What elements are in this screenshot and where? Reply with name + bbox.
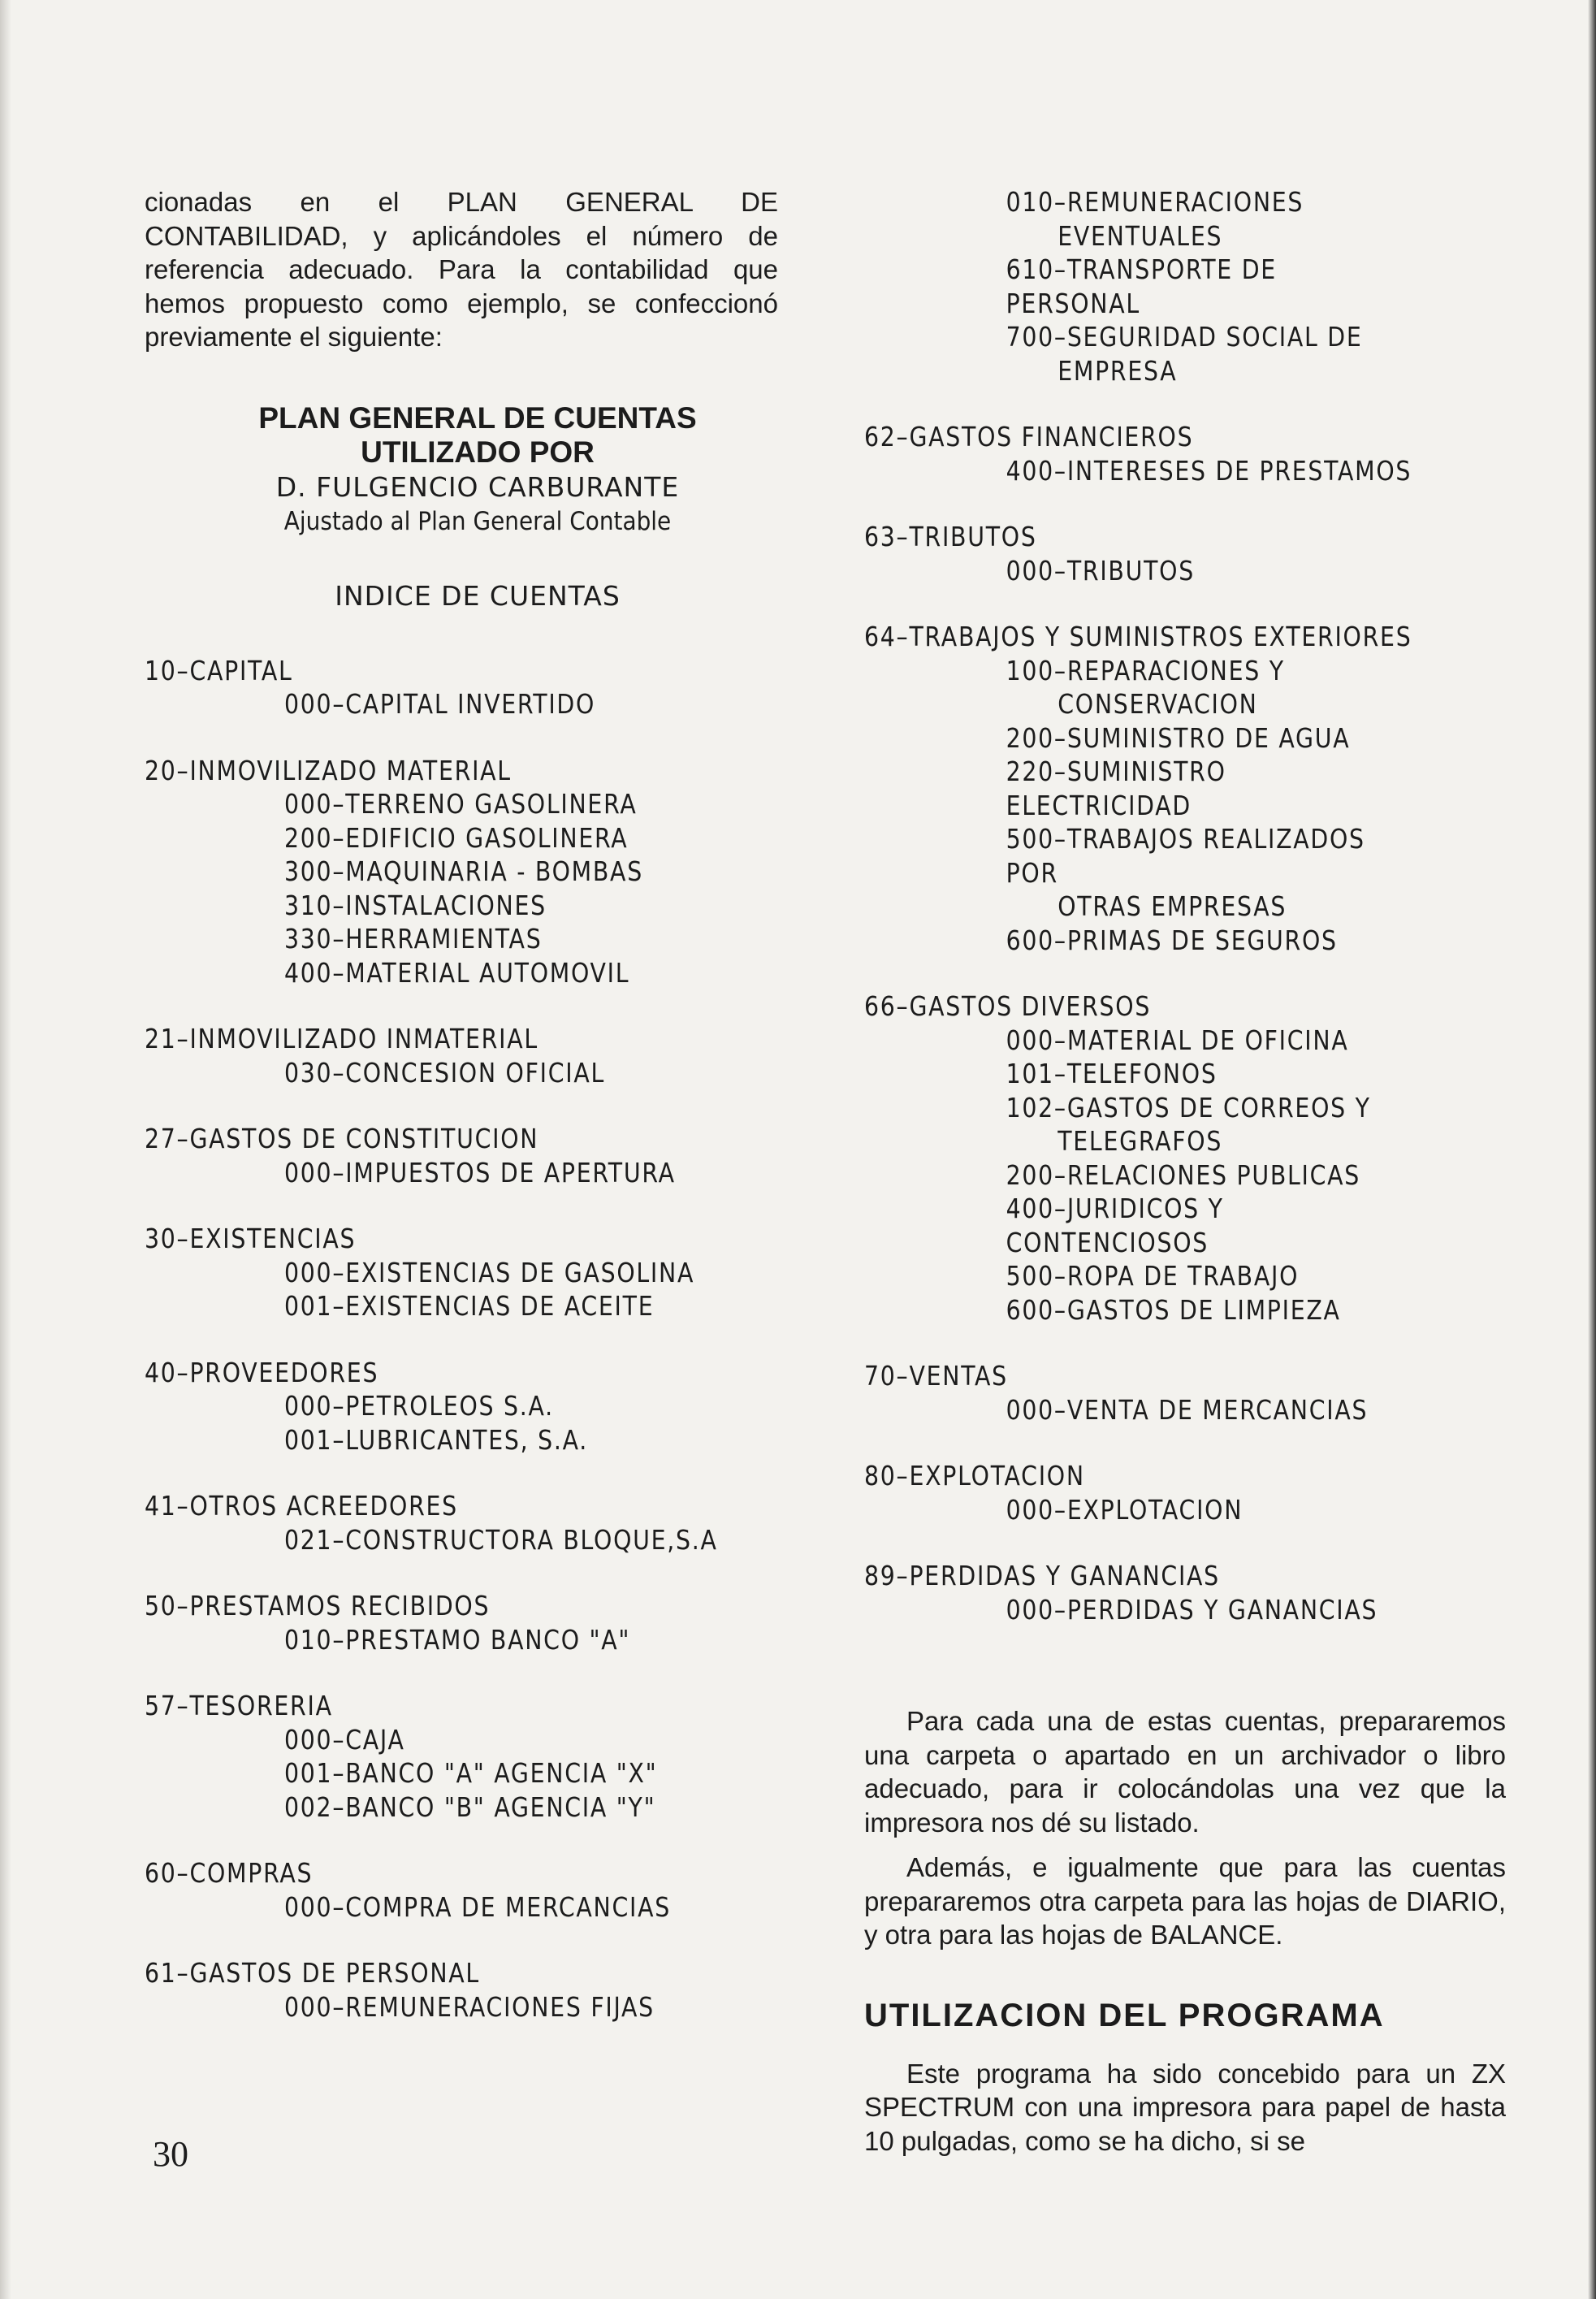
plan-adjusted: Ajustado al Plan General Contable [283,506,672,536]
subaccount-line: 100–REPARACIONES Y [1006,654,1285,686]
account-group [864,420,1506,487]
subaccount-item: 000–TERRENO GASOLINERA [284,788,638,820]
account-heading: 60–COMPRAS [145,1857,314,1889]
subaccount-item: 000–CAJA [284,1723,405,1756]
account-group [145,1489,778,1556]
subaccount-item [864,721,1416,756]
subaccount-line: 000–TRIBUTOS [1006,554,1195,587]
account-heading: 30–EXISTENCIAS [145,1223,357,1254]
account-heading: 89–PERDIDAS Y GANANCIAS [864,1560,1220,1591]
account-group [145,1222,778,1323]
subaccount-item [864,755,1416,822]
plan-title [177,401,778,470]
left-column [145,185,778,2056]
account-group [864,989,1506,1327]
plan-title-line2: UTILIZADO POR [361,435,595,469]
para-programa: Este programa ha sido concebido para un ZX SPECTRUM con una impresora para papel de hasta 10 pulgadas, como se ha dicho, si se [864,2058,1506,2156]
account-heading: 40–PROVEEDORES [145,1356,379,1388]
subaccount-line-cont: TELEGRAFOS [1058,1125,1223,1157]
subaccount-line: 000–VENTA DE MERCANCIAS [1006,1393,1369,1426]
subaccount-item: 002–BANCO "B" AGENCIA "Y" [284,1790,656,1823]
account-group [145,1589,778,1656]
account-group [145,1022,778,1089]
account-group [145,1689,778,1824]
account-heading: 27–GASTOS DE CONSTITUCION [145,1123,539,1154]
subaccount-item [864,185,1416,253]
account-heading: 57–TESORERIA [145,1690,333,1721]
subaccount-item: 030–CONCESION OFICIAL [284,1056,606,1089]
subaccount-item [864,822,1416,924]
subaccount-item [864,554,1416,588]
para-carpeta: Para cada una de estas cuentas, prepararemos una carpeta o apartado en un archivador o libro adecuado, para ir colocándolas una vez que la impresora nos dé su listado. [864,1706,1506,1838]
subaccount-line: 700–SEGURIDAD SOCIAL DE [1006,321,1363,353]
subaccount-item [864,320,1416,387]
subaccount-line: 000–PERDIDAS Y GANANCIAS [1006,1593,1378,1626]
account-group [145,1122,778,1189]
account-heading: 62–GASTOS FINANCIEROS [864,421,1194,452]
account-heading: 41–OTROS ACREEDORES [145,1490,458,1522]
subaccount-item: 200–EDIFICIO GASOLINERA [284,821,629,854]
subaccount-item: 330–HERRAMIENTAS [284,923,543,955]
account-group [145,1356,778,1457]
subaccount-line: 200–SUMINISTRO DE AGUA [1006,721,1351,754]
personal-continuation [864,185,1506,387]
account-heading: 64–TRABAJOS Y SUMINISTROS EXTERIORES [864,621,1412,652]
subaccount-line: 610–TRANSPORTE DE PERSONAL [1006,253,1277,319]
subaccount-item: 000–CAPITAL INVERTIDO [284,688,596,720]
subaccount-item: 000–EXISTENCIAS DE GASOLINA [284,1256,695,1288]
subaccount-line: 010–REMUNERACIONES [1006,186,1304,218]
subaccount-line-cont: EMPRESA [1058,354,1178,387]
closing-text [864,1704,1506,1952]
account-group [864,1359,1506,1427]
account-heading: 61–GASTOS DE PERSONAL [145,1957,480,1989]
subaccount-item [864,1192,1416,1259]
index-title: INDICE DE CUENTAS [335,579,621,612]
section-heading: UTILIZACION DEL PROGRAMA [864,1997,1385,2033]
account-heading: 63–TRIBUTOS [864,521,1037,552]
subaccount-item: 310–INSTALACIONES [284,889,547,921]
subaccount-line: 400–JURIDICOS Y CONTENCIOSOS [1006,1193,1224,1258]
plan-title-line1: PLAN GENERAL DE CUENTAS [258,400,697,435]
subaccount-item: 300–MAQUINARIA - BOMBAS [284,855,643,887]
subaccount-line: 400–INTERESES DE PRESTAMOS [1006,454,1412,487]
account-group [864,1559,1506,1626]
account-group [145,1956,778,2024]
subaccount-item: 000–IMPUESTOS DE APERTURA [284,1156,676,1188]
subaccount-line-cont: CONSERVACION [1058,688,1258,720]
subaccount-item [864,654,1416,721]
subaccount-item: 001–LUBRICANTES, S.A. [284,1423,588,1456]
account-group [864,1459,1506,1526]
right-column [864,185,1506,2169]
subaccount-item [864,1393,1416,1427]
subaccount-item: 001–EXISTENCIAS DE ACEITE [284,1290,655,1322]
subaccount-line: 200–RELACIONES PUBLICAS [1006,1158,1361,1191]
account-heading: 66–GASTOS DIVERSOS [864,990,1152,1022]
left-account-list [145,654,778,2024]
subaccount-line: 220–SUMINISTRO ELECTRICIDAD [1006,756,1226,821]
subaccount-item [864,924,1416,958]
account-heading: 20–INMOVILIZADO MATERIAL [145,754,512,786]
subaccount-line: 600–PRIMAS DE SEGUROS [1006,924,1338,956]
subaccount-item [864,1593,1416,1627]
plan-owner: D. FULGENCIO CARBURANTE [275,470,680,503]
account-heading: 10–CAPITAL [145,654,293,686]
subaccount-item: 001–BANCO "A" AGENCIA "X" [284,1757,658,1789]
subaccount-item [864,1293,1416,1327]
page-left-edge [0,0,11,2299]
subaccount-line: 600–GASTOS DE LIMPIEZA [1006,1293,1341,1326]
subaccount-item [864,1024,1416,1058]
programa-text [864,2057,1506,2158]
para-ademas: Además, e igualmente que para las cuentas prepararemos otra carpeta para las hojas de DIARIO, y otra para las hojas de BALANCE. [864,1852,1506,1950]
account-group [864,620,1506,957]
account-group [145,754,778,990]
subaccount-item: 021–CONSTRUCTORA BLOQUE,S.A [284,1523,718,1556]
subaccount-item [864,253,1416,320]
intro-text: cionadas en el PLAN GENERAL DE CONTABILIDAD, y aplicándoles el número de referencia adecuado. Para la contabilidad que hemos propuesto como ejemplo, se confeccionó previamente el siguiente: [145,187,778,352]
page-number: 30 [153,2134,188,2174]
subaccount-item [864,1259,1416,1293]
subaccount-item: 010–PRESTAMO BANCO "A" [284,1623,631,1656]
subaccount-item: 000–PETROLEOS S.A. [284,1390,554,1422]
page-right-edge [1588,0,1596,2299]
subaccount-item [864,454,1416,488]
account-heading: 50–PRESTAMOS RECIBIDOS [145,1590,491,1621]
subaccount-item: 000–COMPRA DE MERCANCIAS [284,1890,672,1923]
subaccount-line: 000–EXPLOTACION [1006,1493,1243,1526]
subaccount-line: 101–TELEFONOS [1006,1058,1218,1089]
intro-paragraph [145,185,778,354]
subaccount-line-cont: OTRAS EMPRESAS [1058,890,1287,922]
account-heading: 80–EXPLOTACION [864,1460,1085,1492]
subaccount-item [864,1158,1416,1193]
subaccount-item: 400–MATERIAL AUTOMOVIL [284,956,630,989]
account-group [145,654,778,721]
account-heading: 21–INMOVILIZADO INMATERIAL [145,1023,538,1054]
account-group [864,520,1506,587]
account-group [145,1856,778,1924]
subaccount-item [864,1493,1416,1527]
subaccount-line: 000–MATERIAL DE OFICINA [1006,1024,1349,1056]
subaccount-item: 000–REMUNERACIONES FIJAS [284,1990,655,2023]
account-heading: 70–VENTAS [864,1360,1008,1392]
subaccount-line: 500–TRABAJOS REALIZADOS POR [1006,823,1365,889]
right-account-list [864,420,1506,1626]
subaccount-line: 500–ROPA DE TRABAJO [1006,1260,1300,1292]
subaccount-item [864,1091,1416,1158]
subaccount-line: 102–GASTOS DE CORREOS Y [1006,1091,1371,1124]
subaccount-item [864,1057,1416,1091]
subaccount-line-cont: EVENTUALES [1058,219,1223,252]
